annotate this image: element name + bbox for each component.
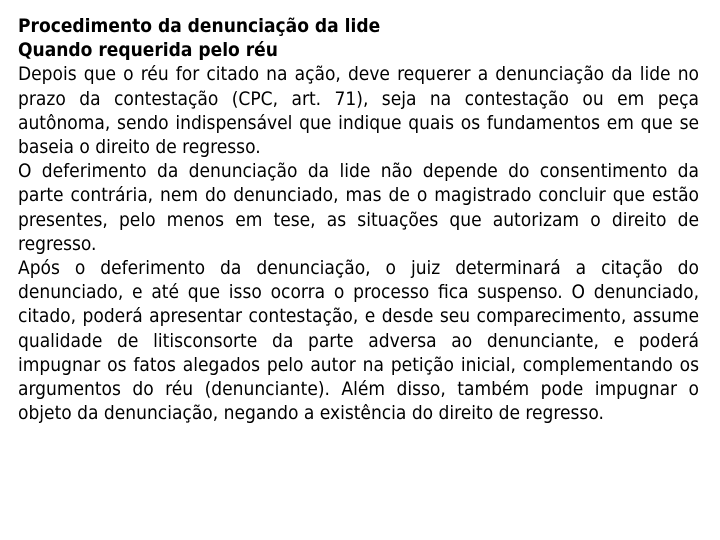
slide-title: Procedimento da denunciação da lide bbox=[18, 15, 381, 37]
slide-subtitle: Quando requerida pelo réu bbox=[18, 39, 278, 62]
paragraph-citation: Depois que o réu for citado na ação, deve requerer a denunciação da lide no prazo da contestação (CPC, art. 71), seja na contestação ou em peça autônoma, sendo indispensável que indique quais os fundamentos em que se baseia o direito de regresso. bbox=[18, 63, 699, 159]
paragraph-deferment: O deferimento da denunciação da lide não depende do consentimento da parte contrária, nem do denunciado, mas de o magistrado concluir que estão presentes, pelo menos em tese, as situações que autorizam o direito de regresso. bbox=[18, 160, 699, 255]
paragraph-after-deferment: Após o deferimento da denunciação, o juiz determinará a citação do denunciado, e até que isso ocorra o processo fica suspenso. O denunciado, citado, poderá apresentar contestação, e desde seu comparecimento, assume qualidade de litisconsorte da parte adversa ao denunciante, e poderá impugnar os fatos alegados pelo autor na petição inicial, complementando os argumentos do réu (denunciante). Além disso, também pode impugnar o objeto da denunciação, negando a existência do direito de regresso. bbox=[18, 257, 699, 425]
slide-content bbox=[18, 14, 699, 425]
